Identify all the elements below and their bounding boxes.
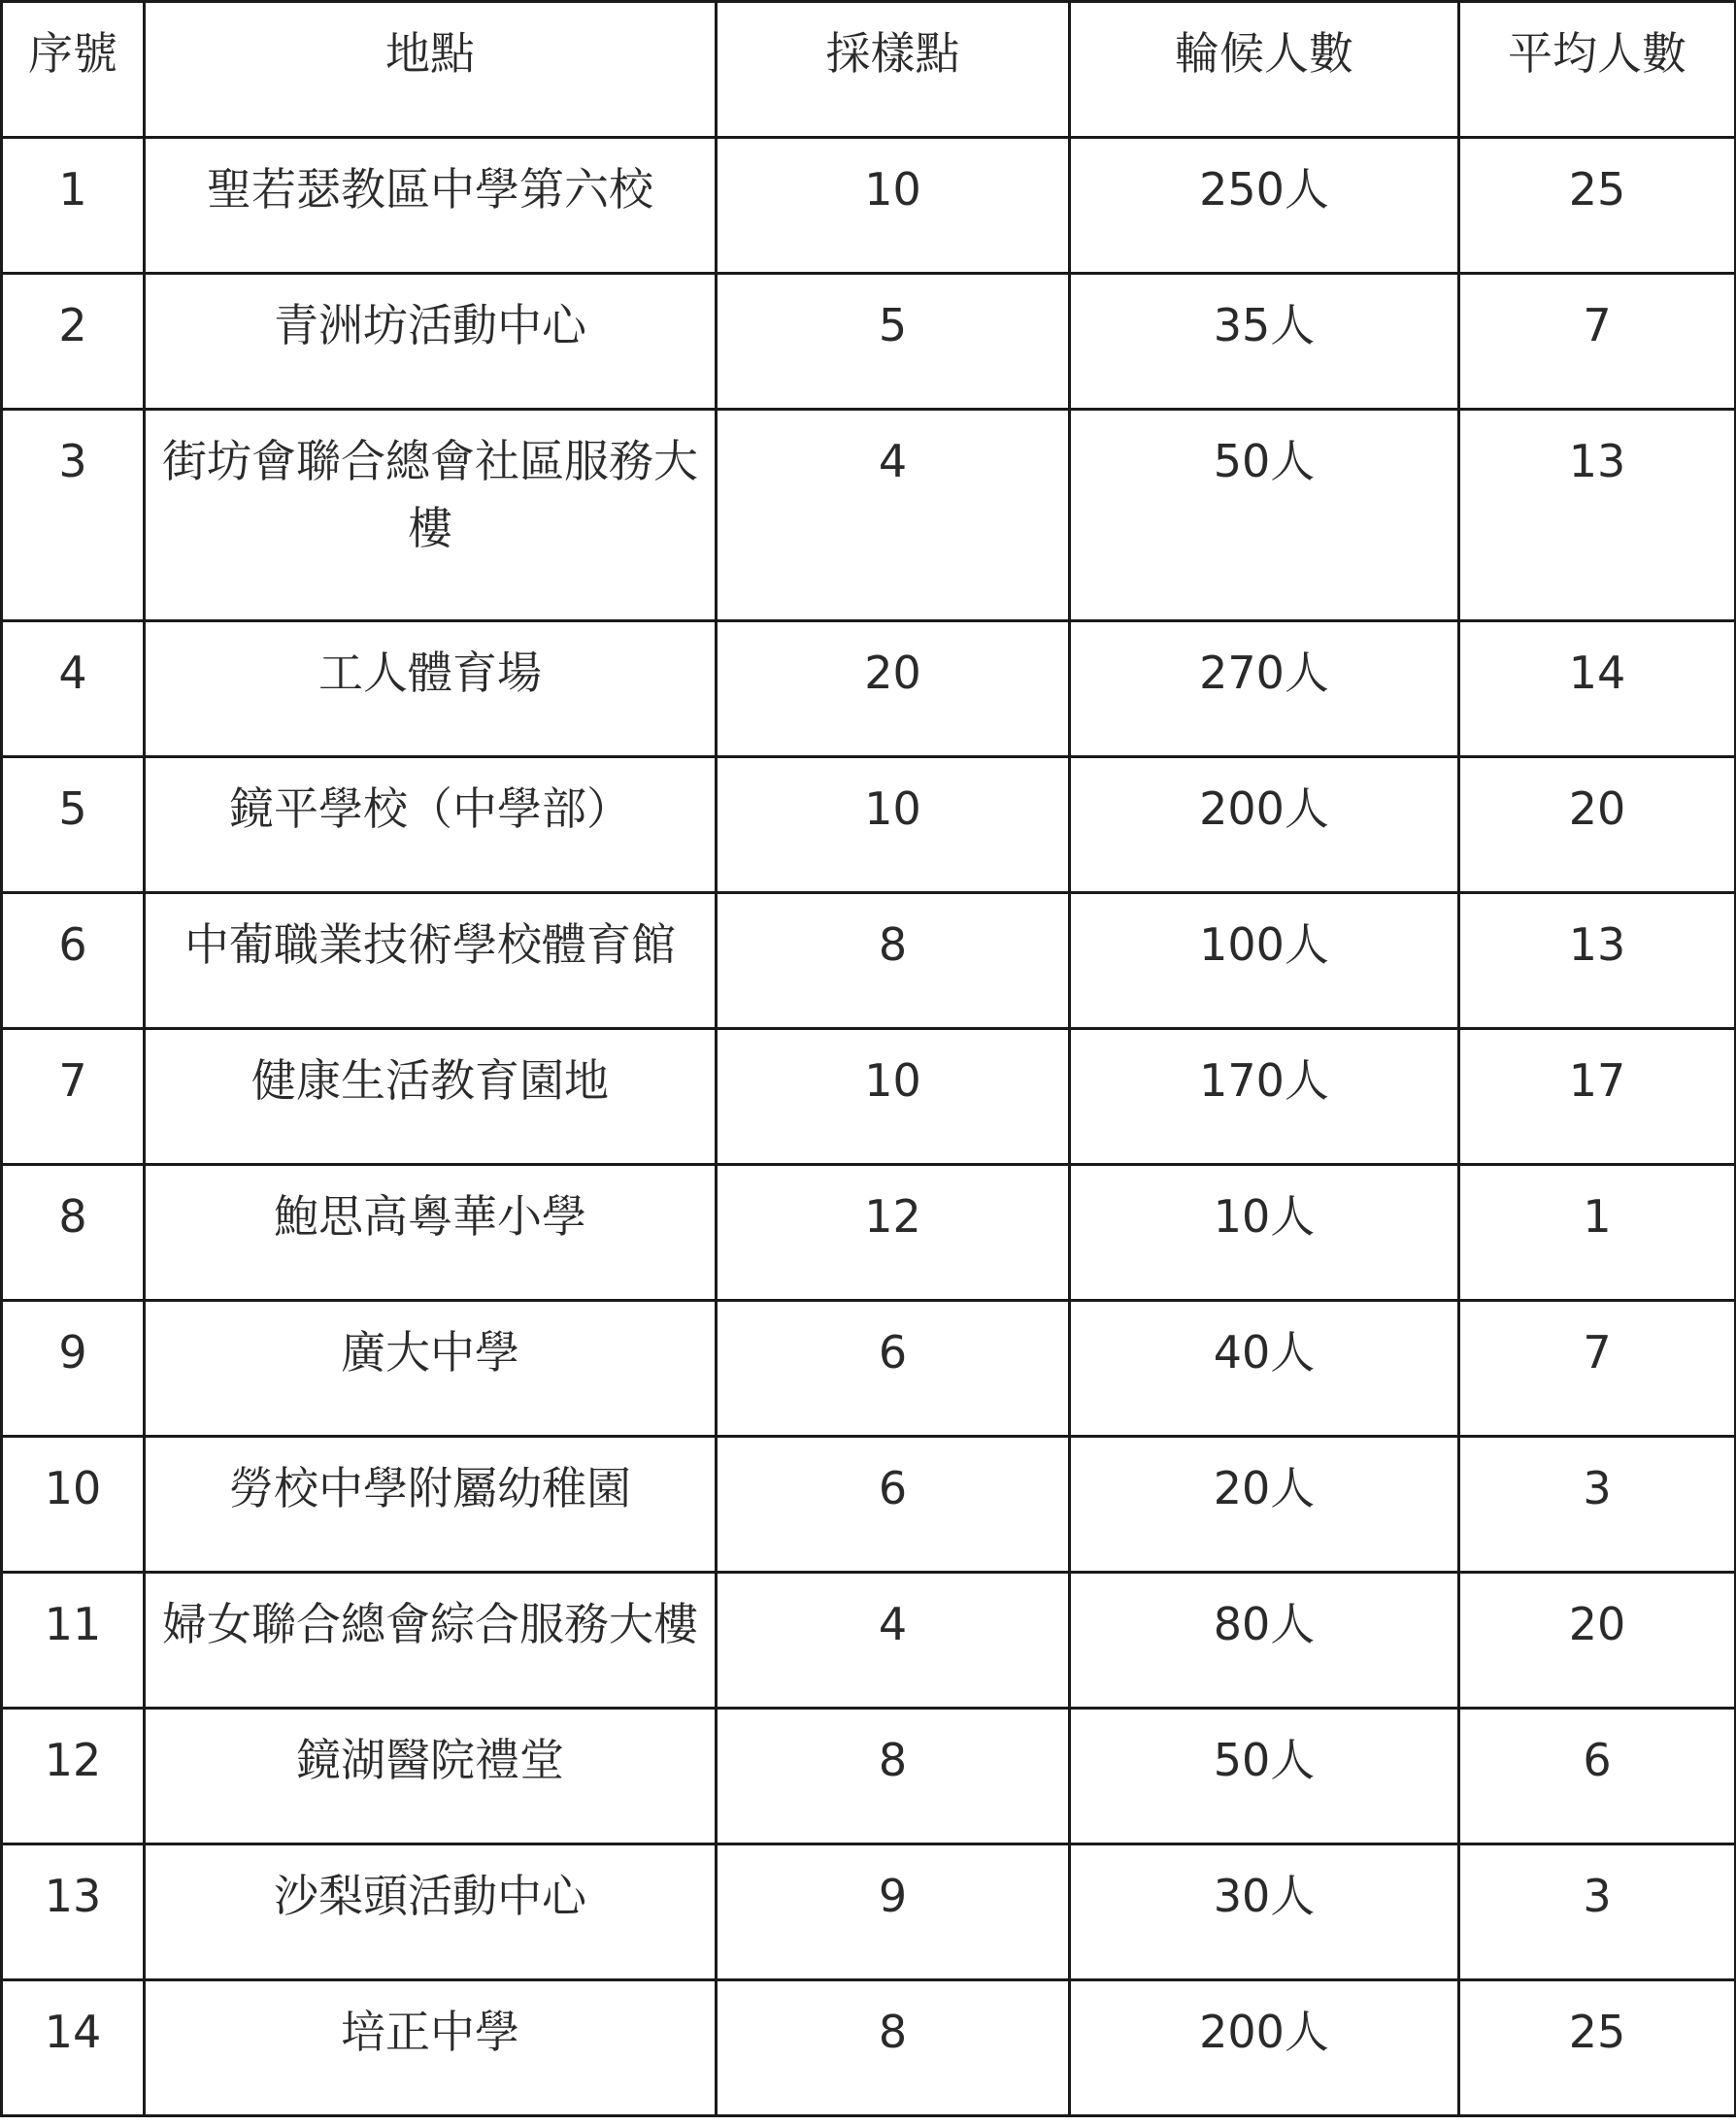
cell-no: 8 [2, 1165, 145, 1301]
table-row [2, 138, 1736, 274]
header-points: 採樣點 [717, 2, 1070, 138]
table-row [2, 1301, 1736, 1437]
table-row [2, 757, 1736, 893]
cell-points: 4 [717, 410, 1070, 621]
cell-average: 20 [1459, 757, 1736, 893]
cell-location: 工人體育場 [145, 621, 717, 757]
cell-no: 6 [2, 893, 145, 1029]
cell-location: 青洲坊活動中心 [145, 274, 717, 410]
cell-no: 4 [2, 621, 145, 757]
cell-points: 8 [717, 1709, 1070, 1844]
cell-location: 勞校中學附屬幼稚園 [145, 1437, 717, 1573]
cell-points: 6 [717, 1301, 1070, 1437]
cell-waiting: 50人 [1070, 410, 1459, 621]
cell-waiting: 100人 [1070, 893, 1459, 1029]
table-row [2, 1844, 1736, 1980]
cell-no: 12 [2, 1709, 145, 1844]
cell-no: 13 [2, 1844, 145, 1980]
cell-average: 1 [1459, 1165, 1736, 1301]
table-row [2, 893, 1736, 1029]
cell-no: 9 [2, 1301, 145, 1437]
cell-location: 聖若瑟教區中學第六校 [145, 138, 717, 274]
cell-waiting: 270人 [1070, 621, 1459, 757]
table-row [2, 1980, 1736, 2116]
cell-points: 5 [717, 274, 1070, 410]
cell-points: 6 [717, 1437, 1070, 1573]
cell-waiting: 40人 [1070, 1301, 1459, 1437]
cell-points: 10 [717, 757, 1070, 893]
cell-no: 3 [2, 410, 145, 621]
cell-waiting: 35人 [1070, 274, 1459, 410]
cell-location: 街坊會聯合總會社區服務大樓 [145, 410, 717, 621]
cell-average: 7 [1459, 274, 1736, 410]
cell-points: 8 [717, 1980, 1070, 2116]
cell-points: 10 [717, 138, 1070, 274]
cell-no: 10 [2, 1437, 145, 1573]
table-row [2, 1437, 1736, 1573]
table-row [2, 1165, 1736, 1301]
cell-location: 婦女聯合總會綜合服務大樓 [145, 1573, 717, 1709]
cell-no: 5 [2, 757, 145, 893]
cell-points: 20 [717, 621, 1070, 757]
cell-location: 鏡平學校（中學部） [145, 757, 717, 893]
cell-location: 中葡職業技術學校體育館 [145, 893, 717, 1029]
table-row [2, 1029, 1736, 1165]
cell-waiting: 20人 [1070, 1437, 1459, 1573]
cell-no: 1 [2, 138, 145, 274]
cell-average: 13 [1459, 893, 1736, 1029]
cell-location: 廣大中學 [145, 1301, 717, 1437]
cell-waiting: 80人 [1070, 1573, 1459, 1709]
cell-location: 培正中學 [145, 1980, 717, 2116]
cell-average: 3 [1459, 1437, 1736, 1573]
cell-location: 鏡湖醫院禮堂 [145, 1709, 717, 1844]
table-row [2, 274, 1736, 410]
cell-points: 12 [717, 1165, 1070, 1301]
cell-location: 健康生活教育園地 [145, 1029, 717, 1165]
cell-points: 4 [717, 1573, 1070, 1709]
cell-average: 25 [1459, 138, 1736, 274]
cell-average: 17 [1459, 1029, 1736, 1165]
cell-no: 14 [2, 1980, 145, 2116]
cell-average: 7 [1459, 1301, 1736, 1437]
cell-points: 10 [717, 1029, 1070, 1165]
cell-waiting: 250人 [1070, 138, 1459, 274]
header-waiting: 輪候人數 [1070, 2, 1459, 138]
header-average: 平均人數 [1459, 2, 1736, 138]
cell-no: 7 [2, 1029, 145, 1165]
cell-no: 2 [2, 274, 145, 410]
cell-waiting: 170人 [1070, 1029, 1459, 1165]
cell-location: 沙梨頭活動中心 [145, 1844, 717, 1980]
cell-average: 20 [1459, 1573, 1736, 1709]
table-row [2, 1573, 1736, 1709]
cell-no: 11 [2, 1573, 145, 1709]
cell-average: 3 [1459, 1844, 1736, 1980]
table-row [2, 1709, 1736, 1844]
cell-average: 6 [1459, 1709, 1736, 1844]
header-row [2, 2, 1736, 138]
cell-average: 14 [1459, 621, 1736, 757]
cell-points: 8 [717, 893, 1070, 1029]
header-location: 地點 [145, 2, 717, 138]
cell-location: 鮑思高粵華小學 [145, 1165, 717, 1301]
table-row [2, 410, 1736, 621]
cell-waiting: 10人 [1070, 1165, 1459, 1301]
cell-waiting: 200人 [1070, 1980, 1459, 2116]
table-row [2, 621, 1736, 757]
cell-points: 9 [717, 1844, 1070, 1980]
header-no: 序號 [2, 2, 145, 138]
cell-waiting: 50人 [1070, 1709, 1459, 1844]
cell-average: 25 [1459, 1980, 1736, 2116]
cell-waiting: 200人 [1070, 757, 1459, 893]
cell-average: 13 [1459, 410, 1736, 621]
cell-waiting: 30人 [1070, 1844, 1459, 1980]
